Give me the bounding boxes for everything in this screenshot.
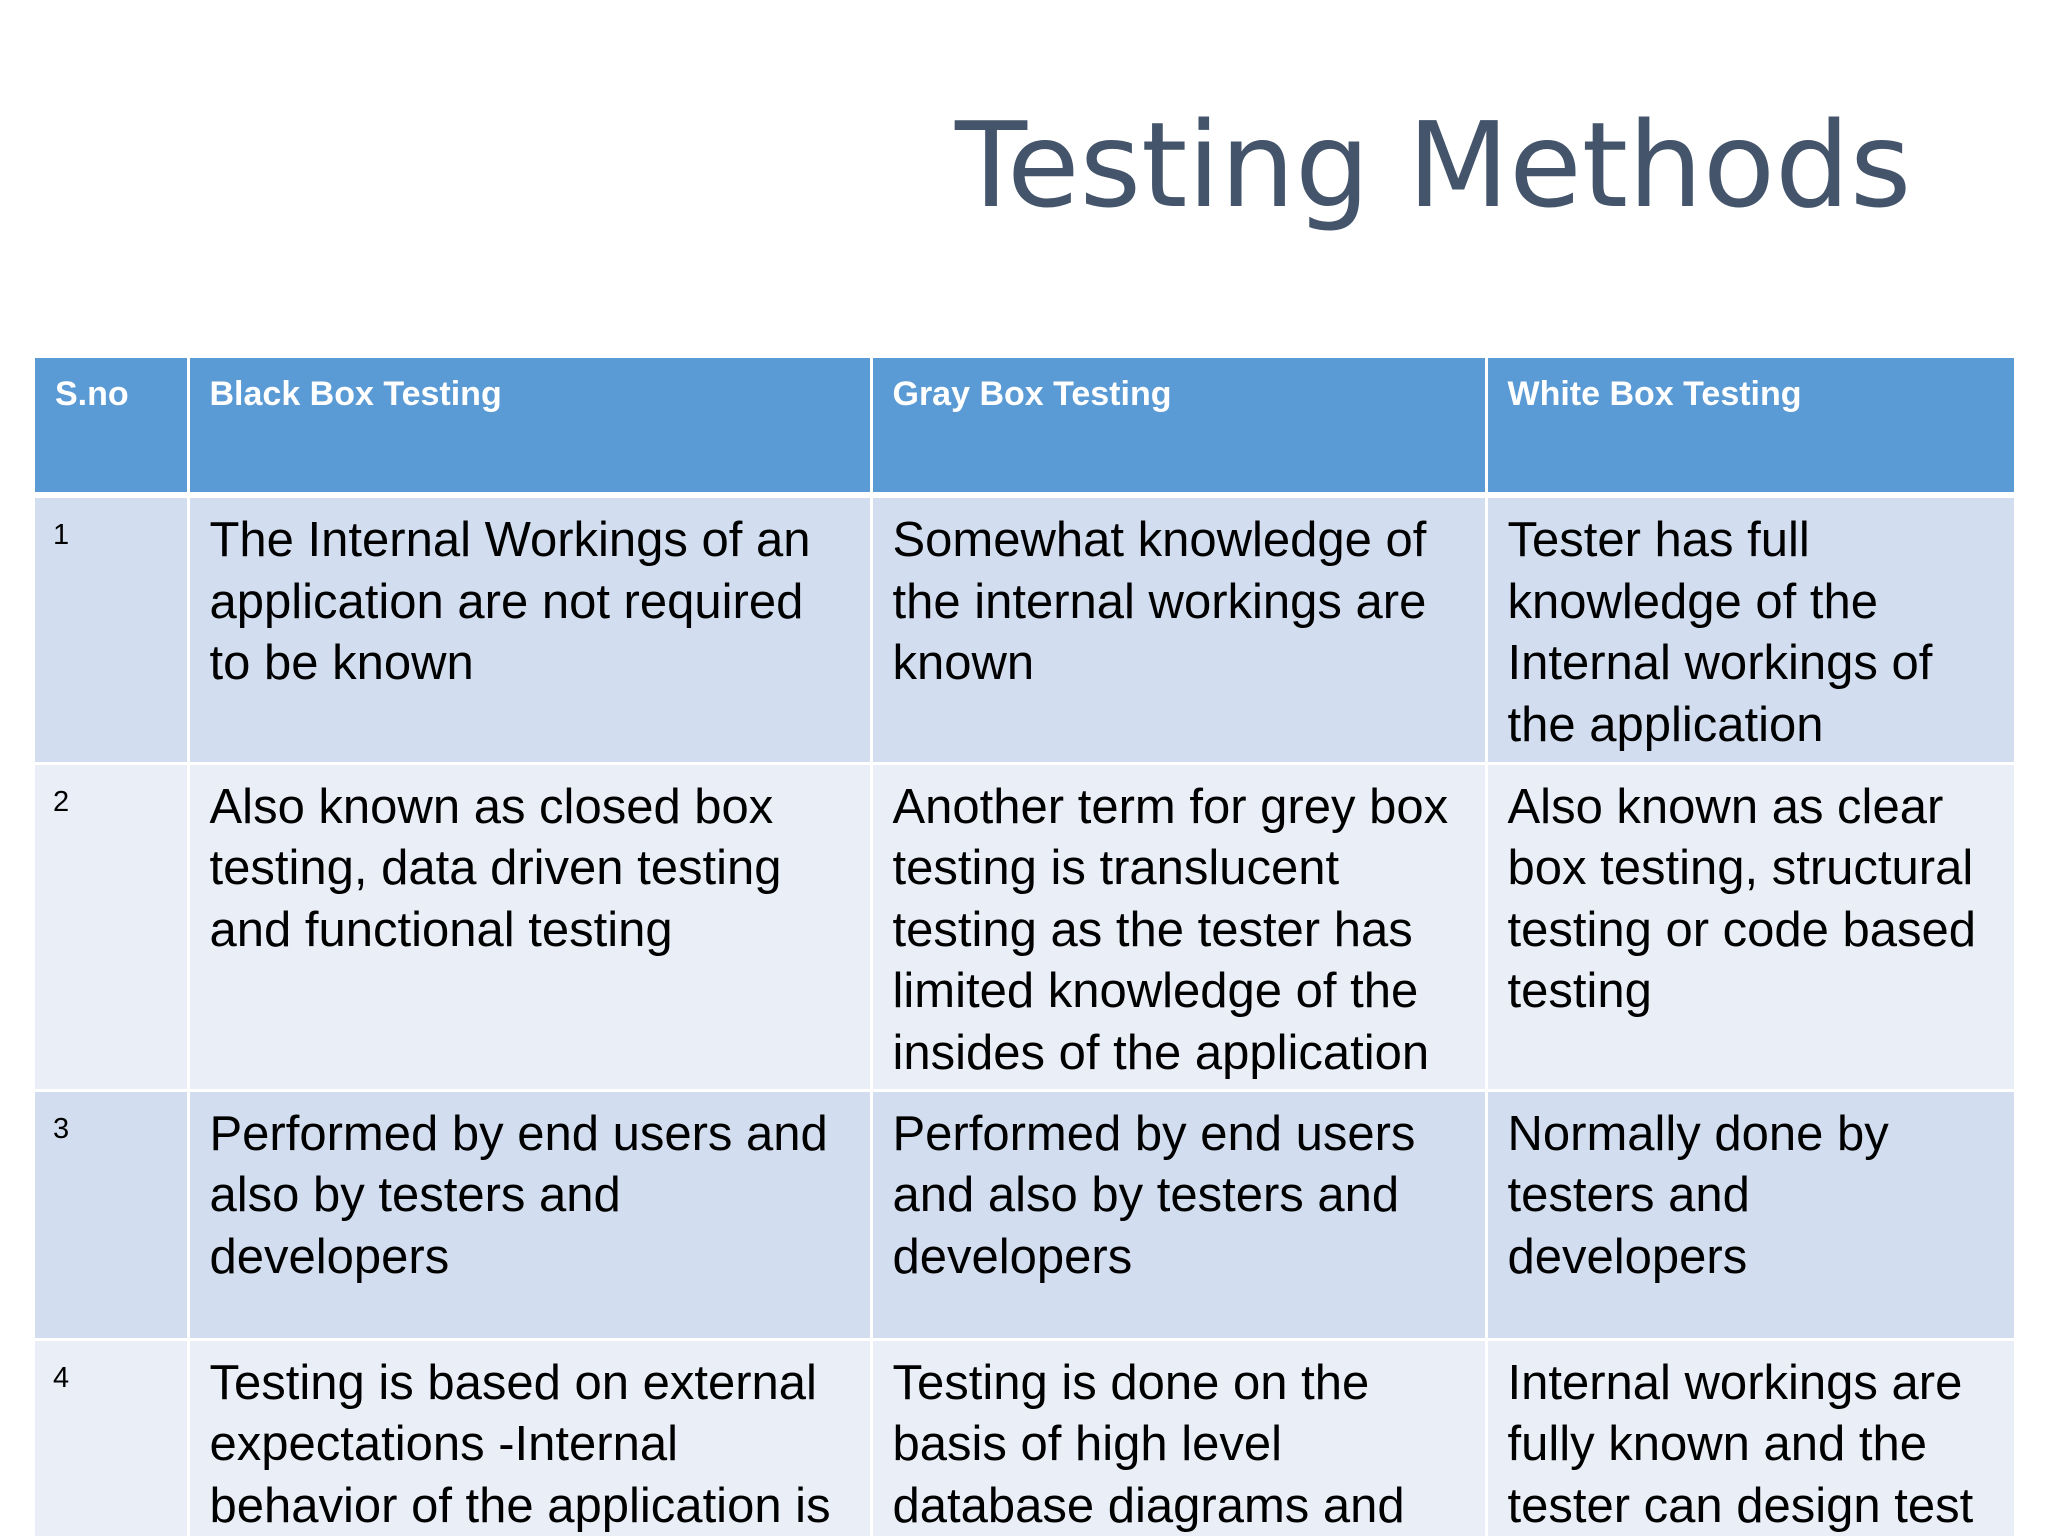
cell-white-box: Tester has full knowledge of the Internal workings of the application [1486, 495, 2014, 763]
table-header-row [35, 358, 2014, 495]
cell-sno: 2 [35, 763, 188, 1090]
cell-white-box: Normally done by testers and developers [1486, 1090, 2014, 1339]
cell-gray-box: Somewhat knowledge of the internal workings are known [871, 495, 1486, 763]
cell-sno: 3 [35, 1090, 188, 1339]
cell-white-box: Also known as clear box testing, structural testing or code based testing [1486, 763, 2014, 1090]
cell-black-box: Performed by end users and also by testers and developers [188, 1090, 871, 1339]
cell-sno: 4 [35, 1339, 188, 1536]
header-sno: S.no [35, 358, 188, 495]
table-row [35, 1090, 2014, 1339]
cell-black-box: Also known as closed box testing, data driven testing and functional testing [188, 763, 871, 1090]
cell-white-box: Internal workings are fully known and the tester can design test [1486, 1339, 2014, 1536]
header-gray-box: Gray Box Testing [871, 358, 1486, 495]
cell-sno: 1 [35, 495, 188, 763]
table-row [35, 1339, 2014, 1536]
table-row [35, 763, 2014, 1090]
cell-gray-box: Testing is done on the basis of high level database diagrams and [871, 1339, 1486, 1536]
cell-black-box: Testing is based on external expectations -Internal behavior of the application is [188, 1339, 871, 1536]
cell-gray-box: Performed by end users and also by testers and developers [871, 1090, 1486, 1339]
comparison-table [35, 358, 2014, 1536]
header-black-box: Black Box Testing [188, 358, 871, 495]
slide-title: Testing Methods [955, 96, 1912, 234]
table-row [35, 495, 2014, 763]
cell-black-box: The Internal Workings of an application are not required to be known [188, 495, 871, 763]
header-white-box: White Box Testing [1486, 358, 2014, 495]
cell-gray-box: Another term for grey box testing is translucent testing as the tester has limited knowledge of the insides of the application [871, 763, 1486, 1090]
